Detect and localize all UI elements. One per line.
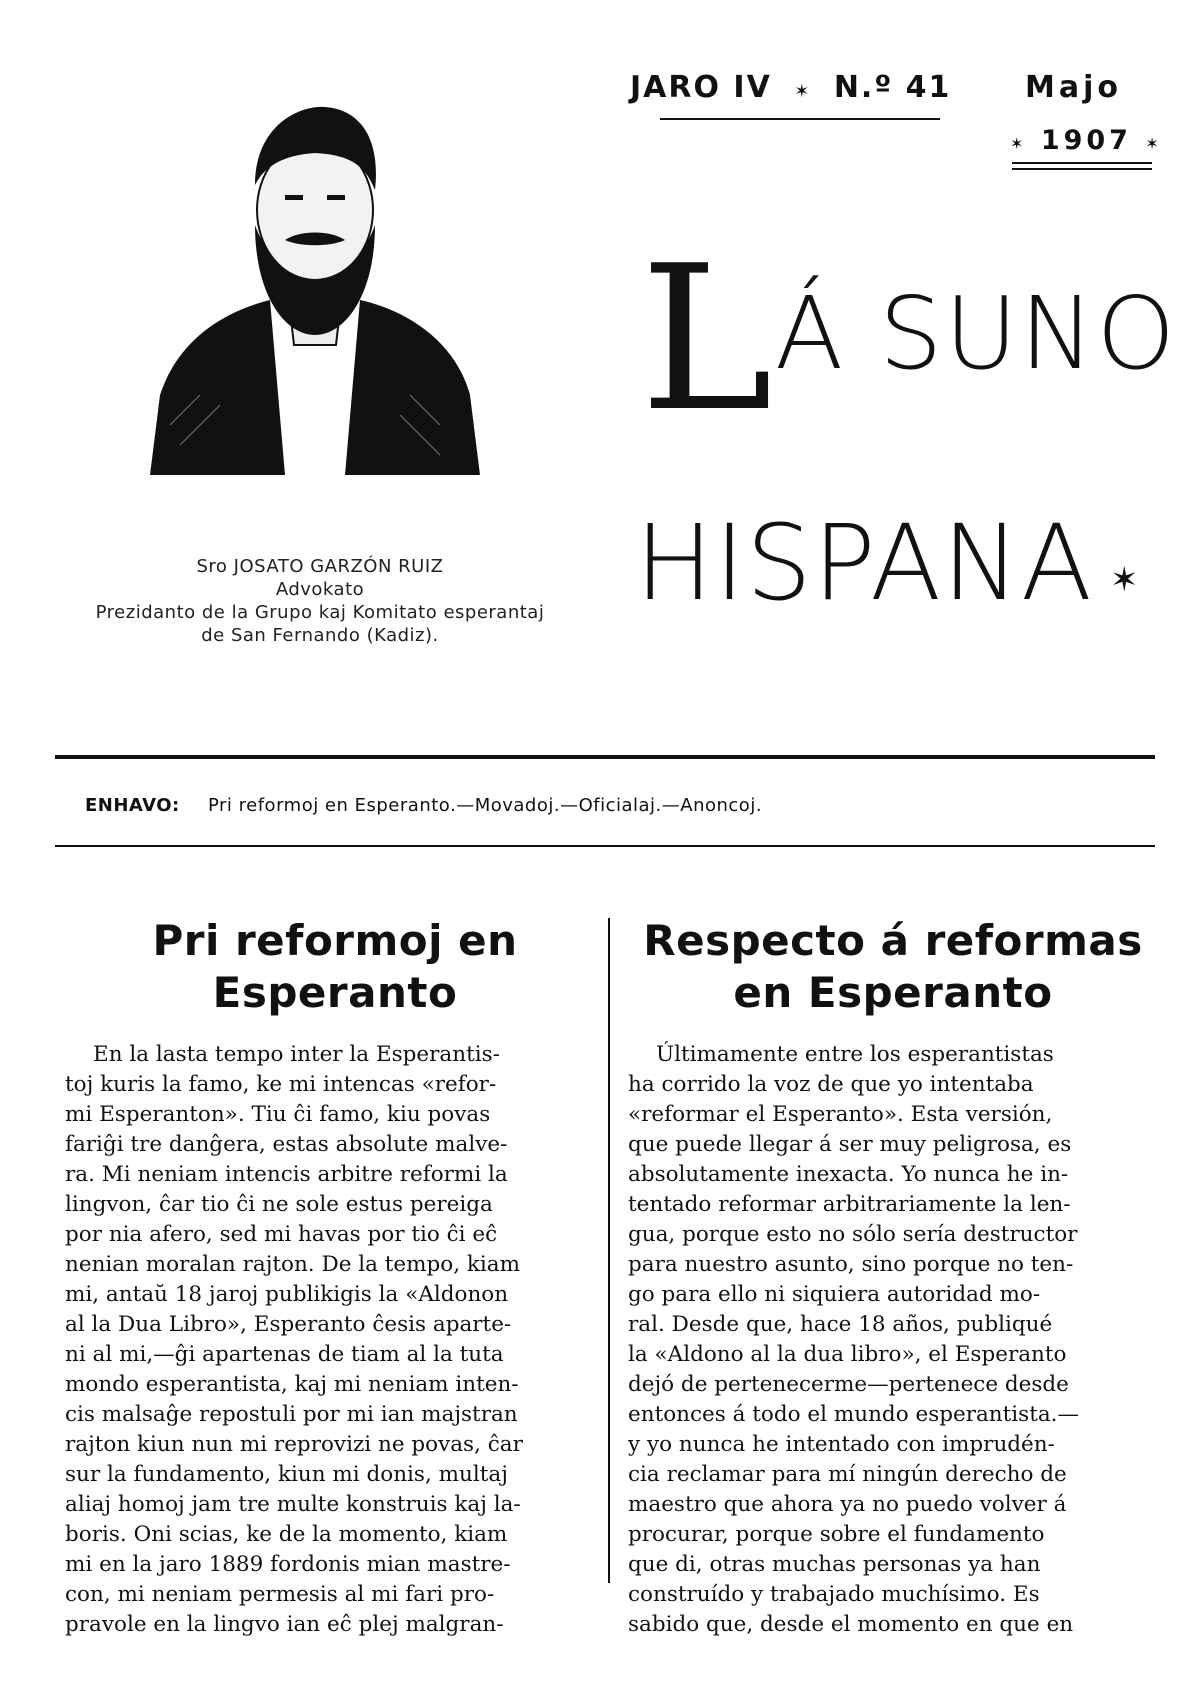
caption-name: Sro JOSATO GARZÓN RUIZ (196, 556, 444, 577)
text-line: boris. Oni scias, ke de la momento, kiam (65, 1522, 508, 1547)
text-line: aliaj homoj jam tre multe konstruis kaj la- (65, 1492, 521, 1517)
issue-month: Majo (1025, 70, 1122, 105)
text-line: toj kuris la famo, ke mi intencas «refor- (65, 1072, 497, 1097)
masthead-line-2: HISPANA (635, 502, 1094, 624)
text-line: que puede llegar á ser muy peligrosa, es (628, 1132, 1072, 1157)
masthead-star-icon: ✶ (1110, 560, 1139, 600)
text-line: dejó de pertenecerme—pertenece desde (628, 1372, 1069, 1397)
text-line: ral. Desde que, hace 18 años, publiqué (628, 1312, 1053, 1337)
text-line: mi Esperanton». Tiu ĉi famo, kiu povas (65, 1102, 491, 1127)
text-line: mi, antaŭ 18 jaroj publikigis la «Aldonon (65, 1282, 509, 1307)
text-line: y yo nunca he intentado con imprudén- (628, 1432, 1055, 1457)
masthead-line-1-rest: Á SUNO (774, 275, 1178, 392)
contents-text: Pri reformoj en Esperanto.—Movadoj.—Oficialaj.—Anoncoj. (207, 795, 763, 816)
text-line: entonces á todo el mundo esperantista.— (628, 1402, 1079, 1427)
masthead-line-1 (640, 223, 1178, 456)
year-underline-2 (1012, 168, 1152, 170)
text-line: para nuestro asunto, sino porque no ten- (628, 1252, 1074, 1277)
text-line: pravole en la lingvo ian eĉ plej malgran- (65, 1612, 504, 1637)
text-line: ra. Mi neniam intencis arbitre reformi la (65, 1162, 508, 1187)
left-title-line-1: Pri reformoj en (152, 916, 518, 965)
issue-underline (660, 118, 940, 120)
text-line: por nia afero, sed mi havas por tio ĉi eĉ (65, 1222, 498, 1247)
right-title-line-1: Respecto á reformas (643, 916, 1143, 965)
text-line: cis malsaĝe repostuli por mi ian majstran (65, 1402, 518, 1427)
text-line: go para ello ni siquiera autoridad mo- (628, 1282, 1041, 1307)
text-line: procurar, porque sobre el fundamento (628, 1522, 1045, 1547)
right-article-title (628, 915, 1158, 1019)
portrait-caption (70, 555, 570, 647)
caption-role: Prezidanto de la Grupo kaj Komitato esperantaj (95, 602, 545, 623)
text-line: sabido que, desde el momento en que en (628, 1612, 1074, 1637)
right-title-line-2: en Esperanto (733, 968, 1053, 1017)
issue-year-number: JARO IV (630, 70, 772, 105)
text-line: mondo esperantista, kaj mi neniam inten- (65, 1372, 519, 1397)
caption-profession: Advokato (275, 579, 365, 600)
text-line: la «Aldono al la dua libro», el Esperanto (628, 1342, 1067, 1367)
text-line: gua, porque esto no sólo sería destructor (628, 1222, 1078, 1247)
right-article-body (628, 1040, 1158, 1640)
caption-place: de San Fernando (Kadiz). (201, 625, 439, 646)
issue-year-text: 1907 (1040, 125, 1132, 156)
issue-separator-icon: ✶ (794, 81, 812, 102)
issue-info (630, 70, 951, 105)
year-underline-1 (1012, 162, 1152, 164)
text-line: rajton kiun nun mi reprovizi ne povas, ĉar (65, 1432, 523, 1457)
text-line: al la Dua Libro», Esperanto ĉesis aparte- (65, 1312, 512, 1337)
left-article-body (65, 1040, 595, 1640)
text-line: Últimamente entre los esperantistas (656, 1042, 1054, 1067)
text-line: nenian moralan rajton. De la tempo, kiam (65, 1252, 521, 1277)
left-article-title (60, 915, 610, 1019)
text-line: fariĝi tre danĝera, estas absolute malve- (65, 1132, 508, 1157)
text-line: construído y trabajado muchísimo. Es (628, 1582, 1040, 1607)
text-line: sur la fundamento, kiun mi donis, multaj (65, 1462, 508, 1487)
year-star-right-icon: ✶ (1145, 134, 1163, 153)
text-line: ni al mi,—ĝi apartenas de tiam al la tuta (65, 1342, 504, 1367)
issue-year (1010, 125, 1163, 156)
divider-rule-top (55, 755, 1155, 759)
column-divider (608, 918, 610, 1583)
left-title-line-2: Esperanto (212, 968, 458, 1017)
text-line: ha corrido la voz de que yo intentaba (628, 1072, 1034, 1097)
contents-label: ENHAVO: (85, 795, 180, 816)
text-line: mi en la jaro 1889 fordonis mian mastre- (65, 1552, 511, 1577)
text-line: «reformar el Esperanto». Esta versión, (628, 1102, 1053, 1127)
text-line: lingvon, ĉar tio ĉi ne sole estus pereiga (65, 1192, 493, 1217)
text-line: cia reclamar para mí ningún derecho de (628, 1462, 1067, 1487)
year-star-left-icon: ✶ (1010, 134, 1028, 153)
contents-line (85, 795, 762, 816)
text-line: con, mi neniam permesis al mi fari pro- (65, 1582, 495, 1607)
masthead-initial: L (640, 223, 775, 456)
text-line: En la lasta tempo inter la Esperantis- (93, 1042, 500, 1067)
divider-rule-bottom (55, 845, 1155, 847)
text-line: absolutamente inexacta. Yo nunca he in- (628, 1162, 1069, 1187)
text-line: que di, otras muchas personas ya han (628, 1552, 1041, 1577)
issue-number: N.º 41 (833, 70, 952, 105)
portrait-engraving (140, 95, 490, 525)
text-line: tentado reformar arbitrariamente la len- (628, 1192, 1071, 1217)
text-line: maestro que ahora ya no puedo volver á (628, 1492, 1067, 1517)
